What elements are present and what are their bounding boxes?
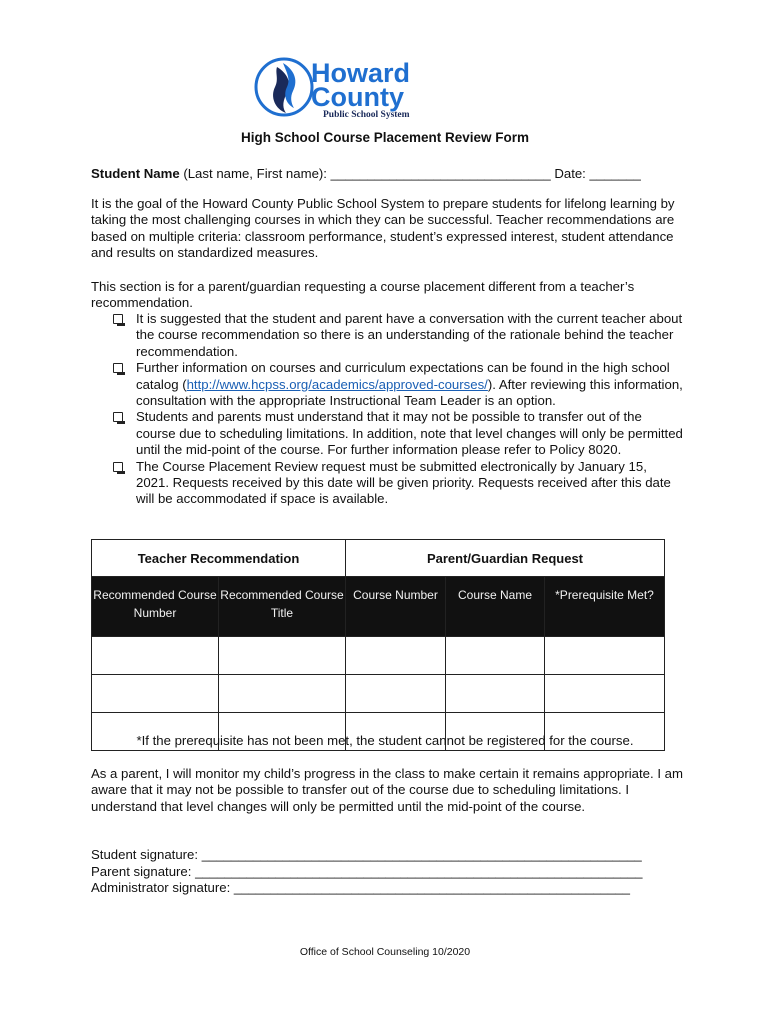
table-cell[interactable]: [545, 675, 665, 713]
col-recommended-course-title: Recommended Course Title: [219, 577, 346, 637]
howard-county-logo: [253, 55, 448, 121]
parent-promise-paragraph: As a parent, I will monitor my child’s progress in the class to make certain it remains appropriate. I am aware that it may not be possible to transfer out of the course due to scheduling limitations. I understand that level changes will only be permitted until the mid-point of the course.: [91, 766, 683, 814]
table-cell[interactable]: [346, 637, 446, 675]
course-placement-table: [91, 539, 665, 751]
list-item: [113, 360, 683, 409]
logo-graphic: [253, 55, 448, 121]
form-title: High School Course Placement Review Form: [240, 130, 530, 145]
col-course-number: Course Number: [346, 577, 446, 637]
table-row: [92, 637, 665, 675]
intro-paragraph: It is the goal of the Howard County Public School System to prepare students for lifelong learning by taking the most challenging courses in which they can be successful. Teacher recommendations are based on multiple criteria: classroom performance, student’s expressed interest, student attendance and results on standardized measures.: [91, 196, 675, 261]
bullet-text: Further information on courses and curriculum expectations can be found in the high school catalog (: [136, 360, 670, 392]
administrator-signature-line[interactable]: Administrator signature: ______________________________________________________: [91, 880, 630, 896]
col-recommended-course-number: Recommended Course Number: [92, 577, 219, 637]
bullet-text: ). After reviewing this information, consultation with the appropriate Instructional Team Leader is an option.: [136, 376, 683, 409]
checkbox-bullet-icon: [113, 363, 123, 373]
table-cell[interactable]: [346, 675, 446, 713]
student-name-blank: (Last name, First name): ______________________________ Date: _______: [179, 166, 641, 181]
checkbox-bullet-icon: [113, 462, 123, 472]
approved-courses-link[interactable]: http://www.hcpss.org/academics/approved-courses/: [186, 376, 488, 392]
table-cell[interactable]: [219, 637, 346, 675]
bullet-text: The Course Placement Review request must be submitted electronically by January 15, 2021. Requests received by this date will be given priority. Requests received after this date will be accommodated if space is available.: [136, 458, 671, 507]
section-paragraph: This section is for a parent/guardian requesting a course placement different from a teacher’s recommendation.: [91, 279, 635, 311]
list-item: [113, 311, 683, 360]
bullet-text: Students and parents must understand that it may not be possible to transfer out of the course due to scheduling limitations. In addition, note that level changes will only be permitted until the mid-point of the course. For further information please refer to Policy 8020.: [136, 409, 683, 458]
logo-word-howard: Howard: [311, 58, 411, 88]
page-footer: Office of School Counseling 10/2020: [299, 946, 471, 958]
prerequisite-footnote: *If the prerequisite has not been met, the student cannot be registered for the course.: [136, 733, 634, 748]
student-name-label: Student Name: [91, 166, 180, 181]
parent-guardian-request-header: Parent/Guardian Request: [346, 540, 665, 577]
list-item: [113, 409, 683, 458]
col-course-name: Course Name: [446, 577, 545, 637]
table-cell[interactable]: [219, 675, 346, 713]
logo-subtitle: Public School System: [323, 110, 410, 120]
table-cell[interactable]: [92, 675, 219, 713]
table-group-header-row: [92, 540, 665, 577]
list-item: [113, 459, 683, 508]
student-signature-line[interactable]: Student signature: ____________________________________________________________: [91, 847, 642, 862]
guidance-list: [113, 311, 683, 508]
teacher-recommendation-header: Teacher Recommendation: [92, 540, 346, 577]
table-cell[interactable]: [545, 637, 665, 675]
parent-signature-line[interactable]: Parent signature: _____________________________________________________________: [91, 863, 643, 879]
signature-block: [91, 847, 691, 897]
table-cell[interactable]: [446, 675, 545, 713]
logo-word-county: County: [311, 82, 404, 112]
table-row: [92, 675, 665, 713]
table-cell[interactable]: [446, 637, 545, 675]
table-cell[interactable]: [92, 637, 219, 675]
table-column-header-row: [92, 577, 665, 637]
checkbox-bullet-icon: [113, 314, 123, 324]
checkbox-bullet-icon: [113, 412, 123, 422]
col-prerequisite-met: *Prerequisite Met?: [545, 577, 665, 637]
bullet-text: It is suggested that the student and parent have a conversation with the current teacher about the course recommendation so there is an understanding of the rationale behind the teacher recommendation.: [136, 311, 683, 359]
student-name-date-line: [91, 166, 691, 182]
